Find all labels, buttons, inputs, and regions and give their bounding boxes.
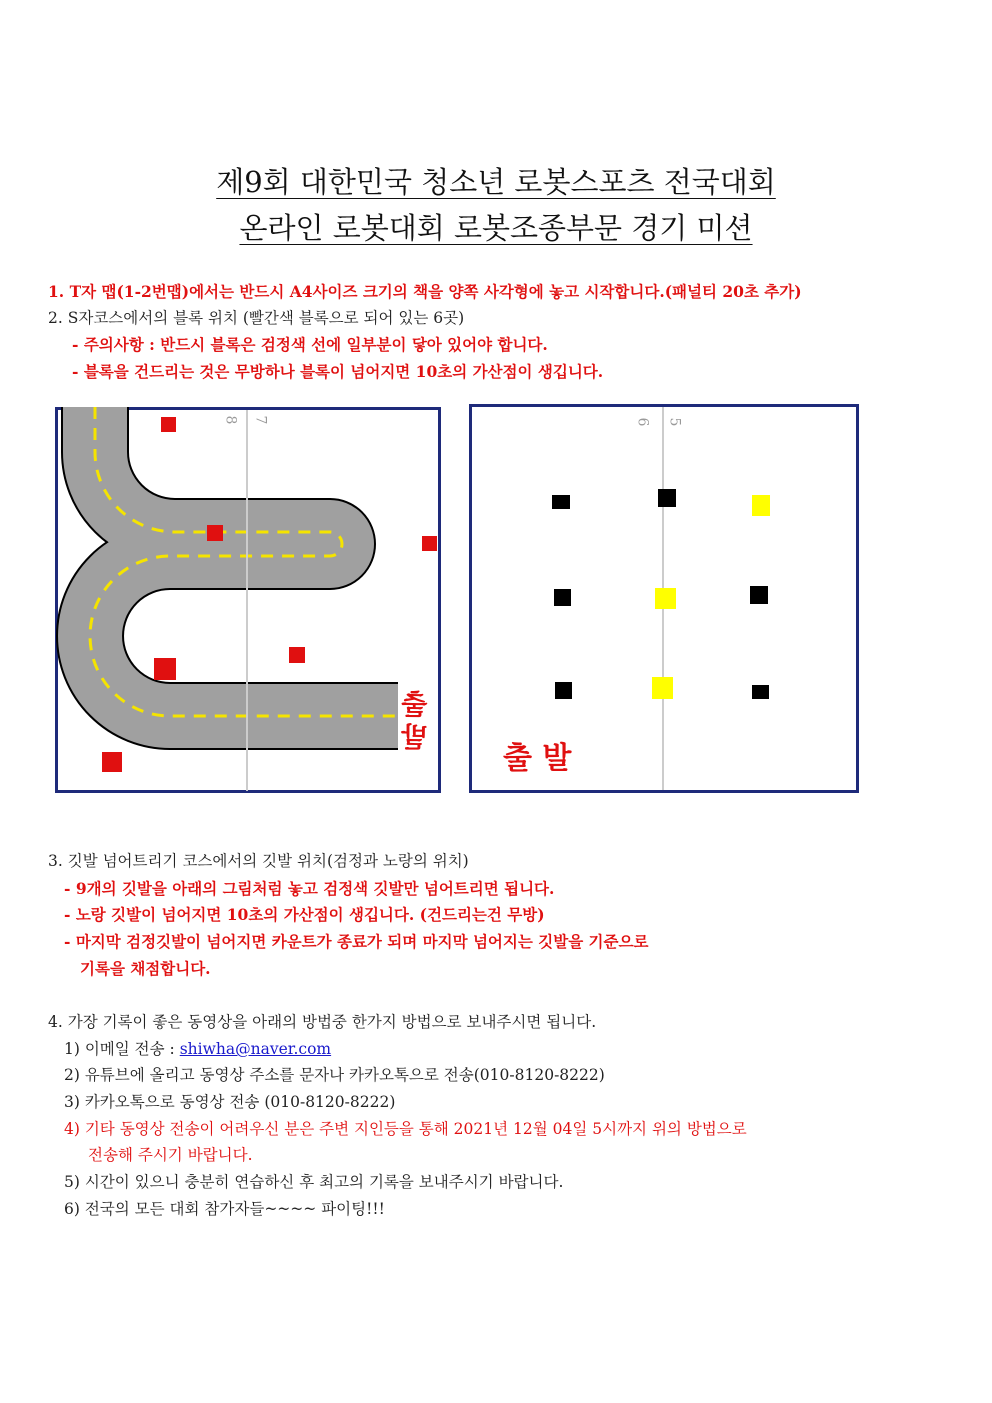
- start-label-vertical: 출발: [402, 690, 433, 756]
- email-link[interactable]: shiwha@naver.com: [179, 1040, 332, 1058]
- line-number-6: 6: [634, 417, 651, 427]
- red-block: [422, 536, 437, 551]
- email-label: 1) 이메일 전송 :: [64, 1040, 180, 1058]
- submission-heading: 4. 가장 기록이 좋은 동영상을 아래의 방법중 한가지 방법으로 보내주시면 됩니다.: [48, 1013, 597, 1031]
- red-block: [154, 658, 176, 680]
- submission-method-kakao: 3) 카카오톡으로 동영상 전송 (010-8120-8222): [64, 1093, 396, 1111]
- s-course-diagram: [55, 407, 442, 794]
- line-number-8: 8: [222, 415, 239, 425]
- yellow-flag: [752, 495, 770, 516]
- submission-method-other: 4) 기타 동영상 전송이 어려우신 분은 주변 지인등을 통해 2021년 12월 04일 5시까지 위의 방법으로: [64, 1120, 747, 1138]
- black-flag: [554, 589, 571, 606]
- line-number-5: 5: [666, 417, 683, 427]
- submission-method-other-cont: 전송해 주시기 바랍니다.: [88, 1146, 253, 1164]
- black-flag: [750, 586, 768, 604]
- document-title-line1: 제9회 대한민국 청소년 로봇스포츠 전국대회: [216, 165, 776, 199]
- flag-rule-1: - 9개의 깃발을 아래의 그림처럼 놓고 검정색 깃발만 넘어트리면 됩니다.: [64, 879, 555, 898]
- yellow-flag: [655, 588, 676, 609]
- black-flag: [552, 495, 570, 509]
- red-block: [161, 417, 176, 432]
- document-title-line2: 온라인 로봇대회 로봇조종부문 경기 미션: [239, 211, 753, 245]
- black-flag: [752, 685, 769, 699]
- black-flag: [555, 682, 572, 699]
- rule-t-map: 1. T자 맵(1-2번맵)에서는 반드시 A4사이즈 크기의 책을 양쪽 사각형에 놓고 시작합니다.(패널티 20초 추가): [48, 282, 802, 301]
- submission-note-practice: 5) 시간이 있으니 충분히 연습하신 후 최고의 기록을 보내주시기 바랍니다.: [64, 1173, 564, 1191]
- submission-note-fighting: 6) 전국의 모든 대회 참가자들~~~~ 파이팅!!!: [64, 1200, 385, 1218]
- rule-s-course-note2: - 블록을 건드리는 것은 무방하나 블록이 넘어지면 10초의 가산점이 생깁니다.: [72, 362, 604, 381]
- flag-rule-3-cont: 기록을 채점합니다.: [80, 959, 211, 978]
- submission-method-email: [64, 1039, 331, 1059]
- red-block: [289, 647, 305, 663]
- flag-course-heading: 3. 깃발 넘어트리기 코스에서의 깃발 위치(검정과 노랑의 위치): [48, 852, 469, 870]
- red-block: [102, 752, 122, 772]
- start-label: 출 발: [503, 741, 572, 776]
- flag-rule-3: - 마지막 검정깃발이 넘어지면 카운트가 종료가 되며 마지막 넘어지는 깃발을 기준으로: [64, 932, 649, 951]
- submission-method-youtube: 2) 유튜브에 올리고 동영상 주소를 문자나 카카오톡으로 전송(010-8120-8222): [64, 1066, 605, 1084]
- line-number-7: 7: [252, 415, 269, 425]
- rule-s-course-heading: 2. S자코스에서의 블록 위치 (빨간색 블록으로 되어 있는 6곳): [48, 309, 465, 327]
- yellow-flag: [652, 677, 673, 699]
- flag-rule-2: - 노랑 깃발이 넘어지면 10초의 가산점이 생깁니다. (건드리는건 무방): [64, 905, 545, 924]
- red-block: [207, 525, 223, 541]
- rule-s-course-note1: - 주의사항 : 반드시 블록은 검정색 선에 일부분이 닿아 있어야 합니다.: [72, 335, 548, 354]
- black-flag: [658, 489, 676, 507]
